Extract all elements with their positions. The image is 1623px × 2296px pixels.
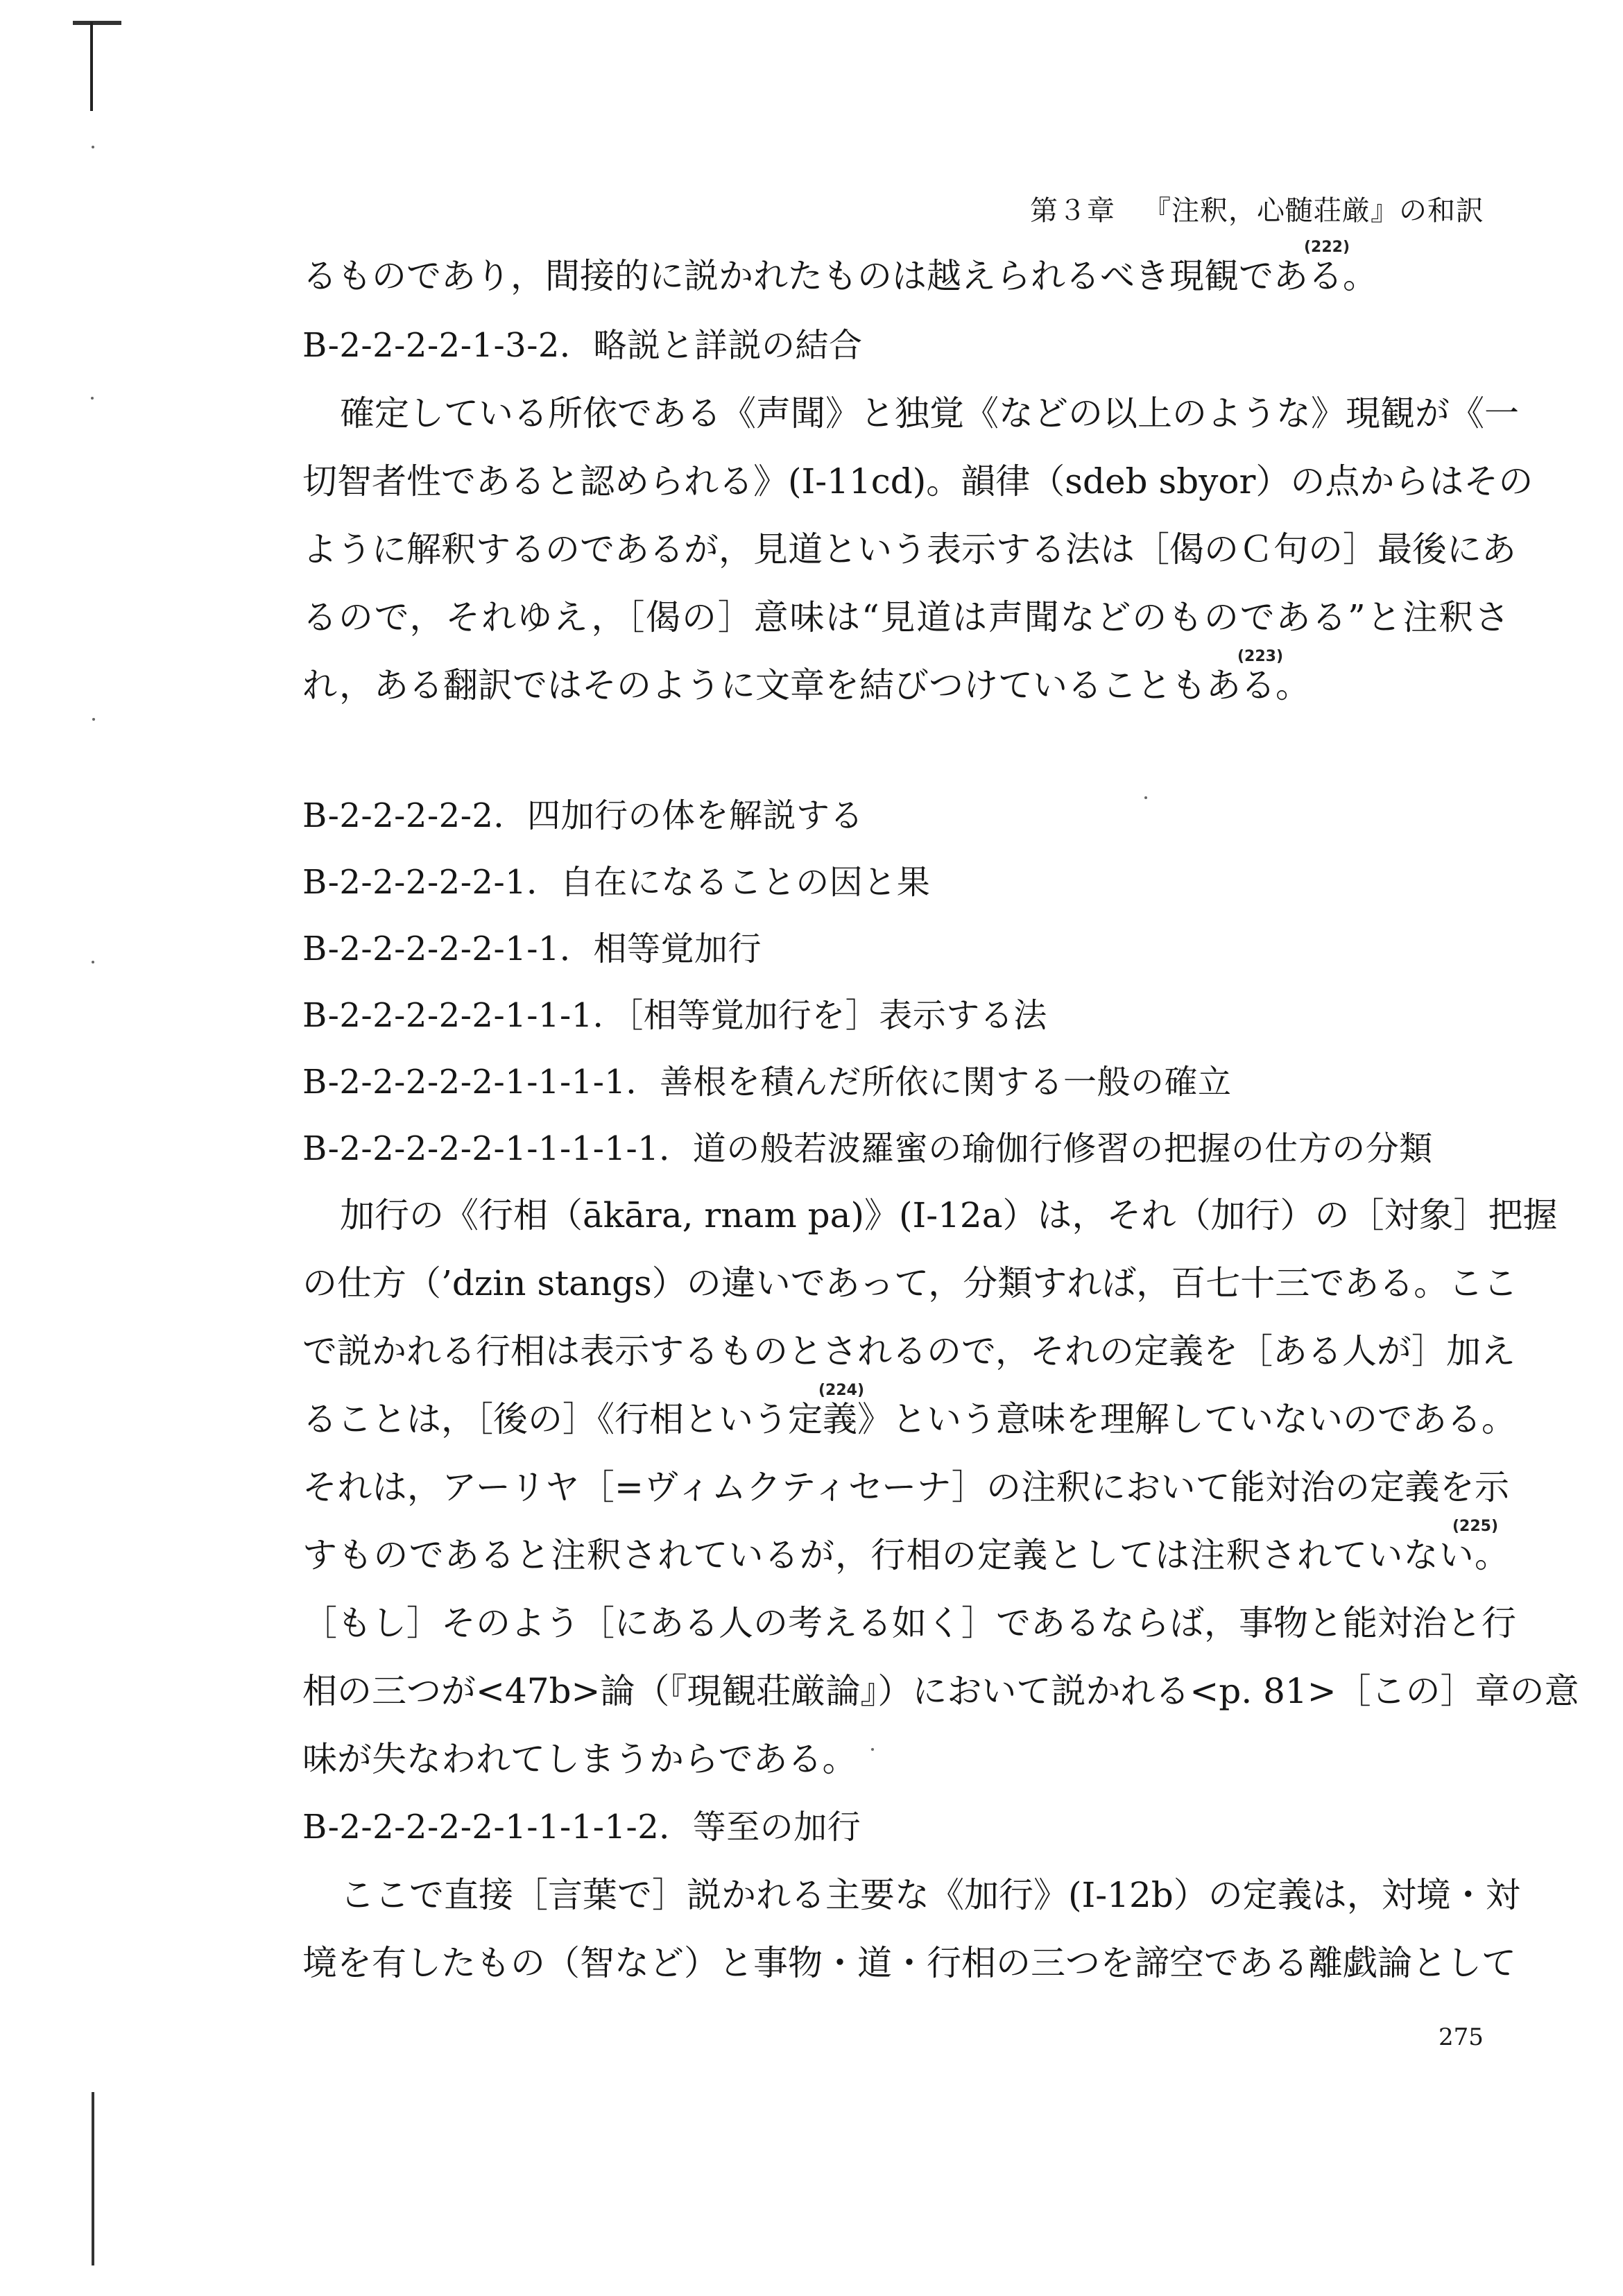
footnote-marker: (224) [818,1382,865,1399]
scan-speck [92,146,94,148]
text-line: ここで直接［言葉で］説かれる主要な《加行》(I-12b）の定義は，対境・対 [340,1875,1520,1915]
scan-edge-mark [73,21,121,25]
text-line: 加行の《行相（ākāra, rnam pa)》(I-12a）は，それ（加行）の［対象］把握 [340,1195,1558,1235]
text-line: ［もし］そのよう［にある人の考える如く］であるならば，事物と能対治と行 [302,1603,1516,1643]
section-heading: B-2-2-2-2-2．四加行の体を解説する [302,796,864,835]
scan-edge-line-bottom [92,2092,94,2265]
header-title: 『注釈，心髄荘厳』の和訳 [1143,195,1484,227]
scan-speck [91,397,94,400]
text-line: すものであると注釈されているが，行相の定義としては注釈されていない。 [302,1535,1509,1575]
text-line: で説かれる行相は表示するものとされるので，それの定義を［ある人が］加え [302,1331,1515,1371]
text-line: れ，ある翻訳ではそのように文章を結びつけていることもある。 [302,665,1310,705]
page-number: 275 [1439,2023,1484,2051]
text-line: ように解釈するのであるが，見道という表示する法は［偈のＣ句の］最後にあ [302,529,1516,569]
section-heading: B-2-2-2-2-2-1-1-1-1．善根を積んだ所依に関する一般の確立 [302,1063,1232,1102]
section-heading: B-2-2-2-2-2-1-1-1．［相等覚加行を］表示する法 [302,996,1047,1035]
scan-edge-line-top [90,22,93,111]
footnote-marker: (222) [1304,239,1350,256]
scan-speck [92,718,95,721]
text-line: 相の三つが<47b>論（『現観荘厳論』）において説かれる<p. 81>［この］章の意 [302,1671,1579,1711]
text-line: 味が失なわれてしまうからである。 [302,1739,857,1779]
text-line: の仕方（’dzin stangs）の違いであって，分類すれば，百七十三である。ここ [302,1263,1518,1303]
text-line: 切智者性であると認められる》(I-11cd)。韻律（sdeb sbyor）の点からはその [302,461,1534,502]
section-heading: B-2-2-2-2-2-1-1-1-1-1．道の般若波羅蜜の瑜伽行修習の把握の仕方の分類 [302,1129,1433,1168]
header-chapter: 第３章 [1030,195,1115,227]
section-heading: B-2-2-2-2-2-1．自在になることの因と果 [302,863,931,902]
scan-speck [92,961,94,963]
footnote-marker: (225) [1452,1518,1499,1535]
text-line: 確定している所依である《声聞》と独覚《などの以上のような》現観が《一 [340,393,1519,434]
section-heading: B-2-2-2-2-1-3-2．略説と詳説の結合 [302,326,863,365]
running-header [1030,189,1484,228]
text-line: るものであり，間接的に説かれたものは越えられるべき現観である。 [302,256,1377,296]
text-line: それは，アーリヤ［=ヴィムクティセーナ］の注釈において能対治の定義を示 [302,1467,1509,1507]
text-line: るので，それゆえ，［偈の］意味は“見道は声聞などのものである”と注釈さ [302,597,1509,637]
text-line: ることは，［後の］《行相という定義》という意味を理解していないのである。 [302,1399,1516,1439]
text-line: 境を有したもの（智など）と事物・道・行相の三つを諦空である離戯論として [302,1943,1516,1983]
section-heading: B-2-2-2-2-2-1-1-1-1-2．等至の加行 [302,1808,861,1847]
footnote-marker: (223) [1237,648,1284,665]
section-heading: B-2-2-2-2-2-1-1．相等覚加行 [302,929,762,968]
